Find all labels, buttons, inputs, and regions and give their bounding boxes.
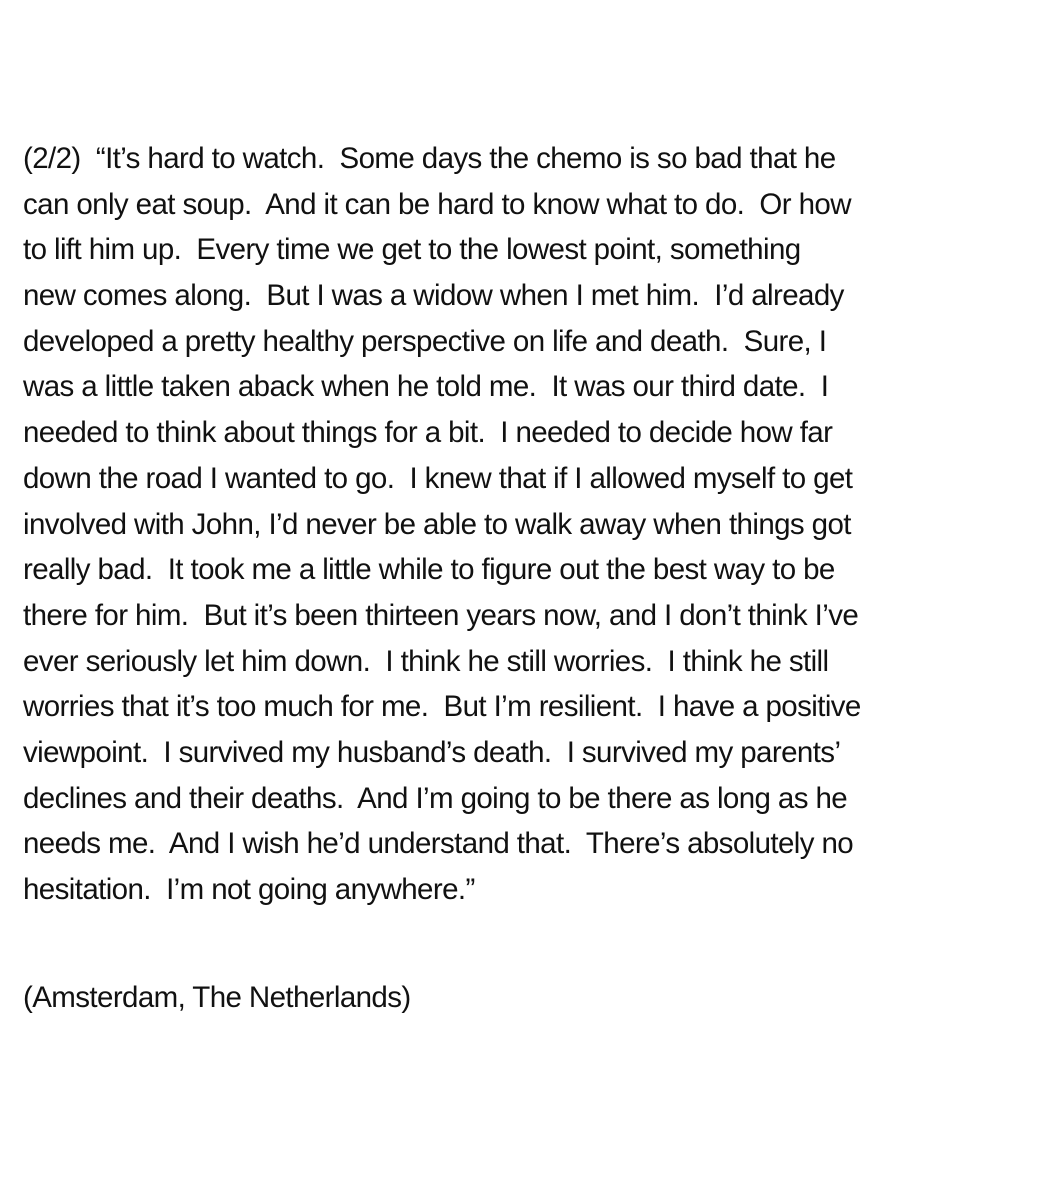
quote-line: developed a pretty healthy perspective on life and death. Sure, I <box>23 324 827 358</box>
quote-line: hesitation. I’m not going anywhere.” <box>23 873 475 906</box>
quote-line: was a little taken aback when he told me. It was our third date. I <box>23 370 829 404</box>
quote-line: declines and their deaths. And I’m going to be there as long as he <box>23 781 848 815</box>
quote-line: ever seriously let him down. I think he still worries. I think he still <box>23 644 829 678</box>
quote-line: to lift him up. Every time we get to the lowest point, something <box>23 233 801 267</box>
quote-line: needed to think about things for a bit. I needed to decide how far <box>23 416 833 450</box>
quote-line: involved with John, I’d never be able to walk away when things got <box>23 507 851 541</box>
quote-line: new comes along. But I was a widow when I met him. I’d already <box>23 279 844 313</box>
location-caption: (Amsterdam, The Netherlands) <box>23 981 411 1014</box>
quote-line: can only eat soup. And it can be hard to know what to do. Or how <box>23 187 851 221</box>
quote-text <box>23 136 1033 913</box>
quote-line: viewpoint. I survived my husband’s death. I survived my parents’ <box>23 735 841 769</box>
quote-line: (2/2) “It’s hard to watch. Some days the chemo is so bad that he <box>23 142 836 175</box>
quote-line: there for him. But it’s been thirteen years now, and I don’t think I’ve <box>23 598 859 632</box>
quote-line: really bad. It took me a little while to figure out the best way to be <box>23 553 835 587</box>
quote-line: needs me. And I wish he’d understand that. There’s absolutely no <box>23 827 854 861</box>
quote-line: worries that it’s too much for me. But I’m resilient. I have a positive <box>23 690 861 724</box>
quote-line: down the road I wanted to go. I knew that if I allowed myself to get <box>23 461 853 495</box>
